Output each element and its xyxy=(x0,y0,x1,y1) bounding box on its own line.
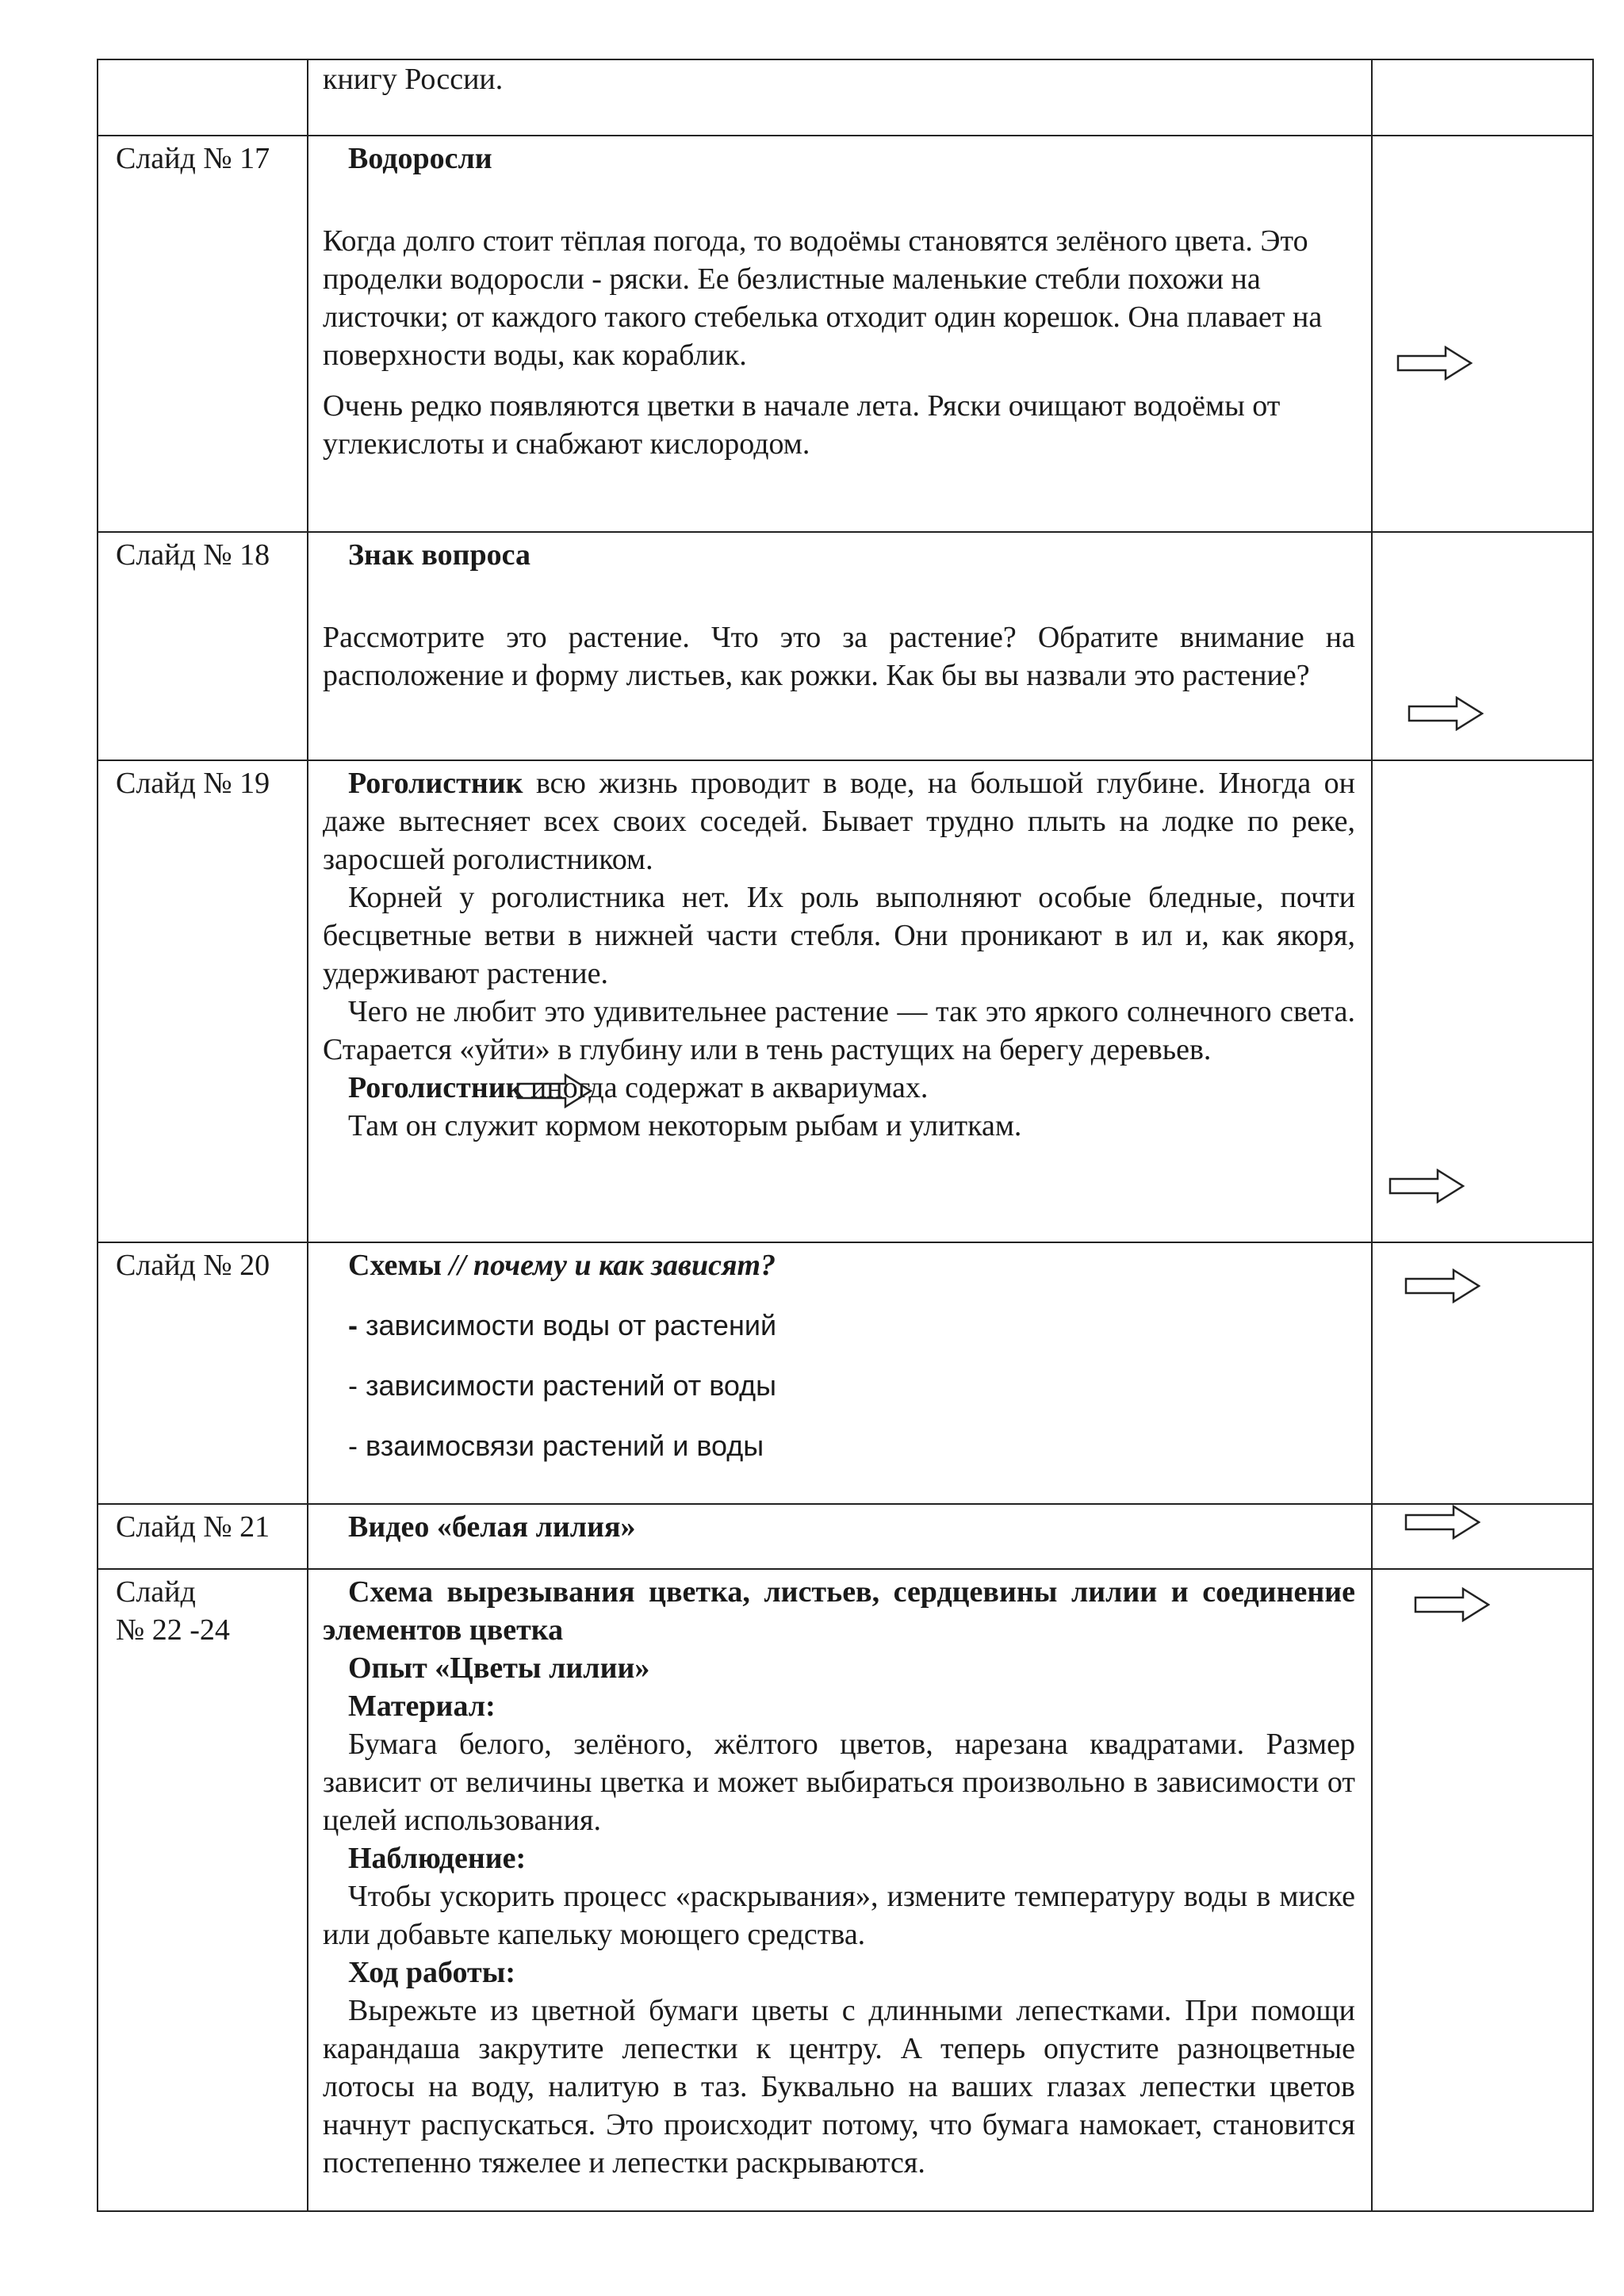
slide-label: Слайд № 17 xyxy=(116,142,270,175)
right-arrow-icon xyxy=(1388,1169,1465,1203)
arrow-cell xyxy=(1372,136,1593,532)
slide-label: Слайд № 20 xyxy=(116,1249,270,1282)
arrow-cell xyxy=(1372,760,1593,1242)
table-row xyxy=(98,760,1593,1242)
right-arrow-icon xyxy=(1408,696,1484,731)
content-cell xyxy=(308,1242,1372,1504)
slide-label: Слайд № 21 xyxy=(116,1510,270,1544)
paragraph: Когда долго стоит тёплая погода, то водоёмы становятся зелёного цвета. Это проделки водоросли - ряски. Ее безлистные маленькие стебли похожи на листочки; от каждого такого стебелька отходит один корешок. Она плавает на поверхности воды, как кораблик. xyxy=(323,224,1323,372)
slide-label-cell xyxy=(98,59,308,136)
subheading: Материал: xyxy=(348,1689,496,1723)
content-cell xyxy=(308,760,1372,1242)
slide-label-cell xyxy=(98,136,308,532)
paragraph: Там он служит кормом некоторым рыбам и улиткам. xyxy=(348,1109,1022,1142)
right-arrow-icon xyxy=(1404,1505,1480,1540)
subheading: Наблюдение: xyxy=(348,1842,527,1875)
table-row xyxy=(98,532,1593,760)
slide-label-cell xyxy=(98,1504,308,1569)
slide-label-cell xyxy=(98,760,308,1242)
right-arrow-icon xyxy=(516,1073,592,1108)
content-cell xyxy=(308,1504,1372,1569)
arrow-cell xyxy=(1372,59,1593,136)
slide-label-cell xyxy=(98,1242,308,1504)
content-cell xyxy=(308,1569,1372,2211)
slide-label-cell xyxy=(98,1569,308,2211)
subheading: Ход работы: xyxy=(348,1956,516,1989)
right-arrow-icon xyxy=(1414,1587,1490,1622)
list-item: - взаимосвязи растений и воды xyxy=(348,1429,764,1462)
paragraph: Роголистник всю жизнь проводит в воде, на большой глубине. Иногда он даже вытесняет всех своих соседей. Бывает трудно плыть на лодке по реке, заросшей роголистником. xyxy=(323,767,1355,876)
table-row xyxy=(98,59,1593,136)
section-title: Знак вопроса xyxy=(348,538,530,572)
slide-label: Слайд № 18 xyxy=(116,538,270,572)
arrow-cell xyxy=(1372,1504,1593,1569)
right-arrow-icon xyxy=(1404,1269,1480,1303)
list-item: - зависимости растений от воды xyxy=(348,1369,777,1402)
section-title: Схема вырезывания цветка, листьев, сердцевины лилии и соединение элементов цветка xyxy=(323,1575,1355,1647)
slide-label: Слайд № 19 xyxy=(116,767,270,800)
paragraph: Чтобы ускорить процесс «раскрывания», измените температуру воды в миске или добавьте капельку моющего средства. xyxy=(323,1880,1355,1951)
section-title: Водоросли xyxy=(348,142,492,175)
term-bold: Роголистник xyxy=(348,1071,523,1104)
content-cell xyxy=(308,59,1372,136)
paragraph: Чего не любит это удивительнее растение — так это яркого солнечного света. Старается «уйти» в глубину или в тень растущих на берегу деревьев. xyxy=(323,995,1355,1066)
continuation-text: книгу России. xyxy=(323,63,504,96)
table-row xyxy=(98,1569,1593,2211)
term-bold: Роголистник xyxy=(348,767,523,800)
table-row xyxy=(98,136,1593,532)
paragraph: Бумага белого, зелёного, жёлтого цветов, нарезана квадратами. Размер зависит от величины цветка и может выбираться произвольно в зависимости от целей использования. xyxy=(323,1728,1355,1837)
paragraph: Корней у роголистника нет. Их роль выполняют особые бледные, почти бесцветные ветви в нижней части стебля. Они проникают в ил и, как якоря, удерживают растение. xyxy=(323,881,1355,990)
content-cell xyxy=(308,136,1372,532)
arrow-cell xyxy=(1372,1242,1593,1504)
arrow-cell xyxy=(1372,532,1593,760)
table-row xyxy=(98,1242,1593,1504)
arrow-cell xyxy=(1372,1569,1593,2211)
paragraph: Рассмотрите это растение. Что это за растение? Обратите внимание на расположение и форму листьев, как рожки. Как бы вы назвали это растение? xyxy=(323,621,1355,692)
content-cell xyxy=(308,532,1372,760)
section-title: Видео «белая лилия» xyxy=(348,1510,636,1544)
slide-label-cell xyxy=(98,532,308,760)
paragraph: Очень редко появляются цветки в начале лета. Ряски очищают водоёмы от углекислоты и снабжают кислородом. xyxy=(323,389,1281,461)
section-title: Схемы // почему и как зависят? xyxy=(348,1249,776,1282)
slide-label: Слайд № 22 -24 xyxy=(116,1575,230,1647)
paragraph: Роголистник иногда содержат в аквариумах. xyxy=(348,1071,929,1104)
experiment-title: Опыт «Цветы лилии» xyxy=(348,1651,650,1685)
right-arrow-icon xyxy=(1396,346,1473,381)
paragraph: Вырежьте из цветной бумаги цветы с длинными лепестками. При помощи карандаша закрутите лепестки к центру. А теперь опустите разноцветные лотосы на воду, налитую в таз. Буквально на ваших глазах лепестки цветов начнут распускаться. Это происходит потому, что бумага намокает, становится постепенно тяжелее и лепестки раскрываются. xyxy=(323,1994,1355,2179)
list-item: - зависимости воды от растений xyxy=(348,1309,777,1341)
table-row xyxy=(98,1504,1593,1569)
lesson-table xyxy=(97,59,1594,2212)
